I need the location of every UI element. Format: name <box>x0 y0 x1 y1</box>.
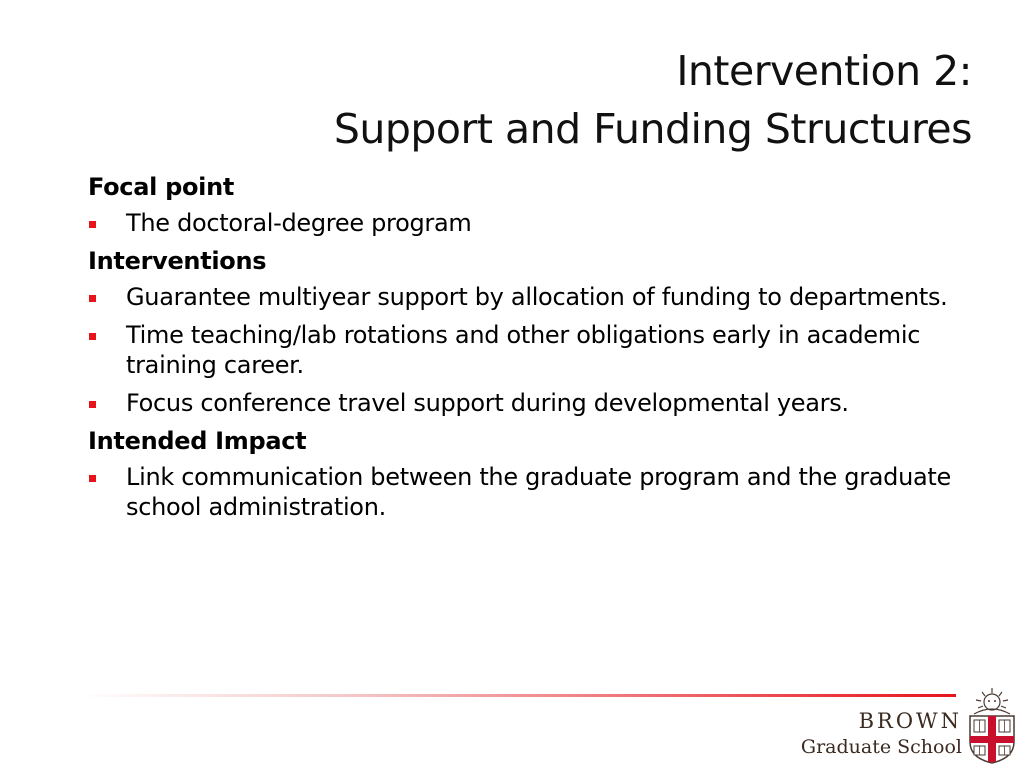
brown-logo-text <box>801 708 962 760</box>
square-bullet-icon <box>89 475 96 482</box>
bullet-text: Guarantee multiyear support by allocation of funding to departments. <box>126 283 948 311</box>
bullet-text: The doctoral-degree program <box>126 209 472 237</box>
slide-body <box>88 168 968 530</box>
heading-interventions: Interventions <box>88 247 267 275</box>
square-bullet-icon <box>89 295 96 302</box>
title-line-2: Support and Funding Structures <box>333 105 972 153</box>
slide-title <box>334 42 972 158</box>
square-bullet-icon <box>89 333 96 340</box>
intended-impact-list <box>88 462 968 522</box>
list-item <box>88 282 968 312</box>
interventions-list <box>88 282 968 418</box>
square-bullet-icon <box>89 221 96 228</box>
square-bullet-icon <box>89 401 96 408</box>
footer-divider <box>80 694 956 697</box>
logo-brown: BROWN <box>858 709 962 733</box>
focal-point-list <box>88 208 968 238</box>
list-item <box>88 320 968 380</box>
list-item <box>88 388 968 418</box>
heading-focal-point: Focal point <box>88 173 235 201</box>
bullet-text: Link communication between the graduate program and the graduate school administration. <box>126 463 952 521</box>
list-item <box>88 208 968 238</box>
title-line-1: Intervention 2: <box>676 47 972 95</box>
heading-intended-impact: Intended Impact <box>88 427 307 455</box>
bullet-text: Time teaching/lab rotations and other obligations early in academic training career. <box>126 321 921 379</box>
bullet-text: Focus conference travel support during developmental years. <box>126 389 849 417</box>
list-item <box>88 462 968 522</box>
brown-shield-icon <box>966 684 1018 764</box>
logo-graduate-school: Graduate School <box>800 736 962 758</box>
